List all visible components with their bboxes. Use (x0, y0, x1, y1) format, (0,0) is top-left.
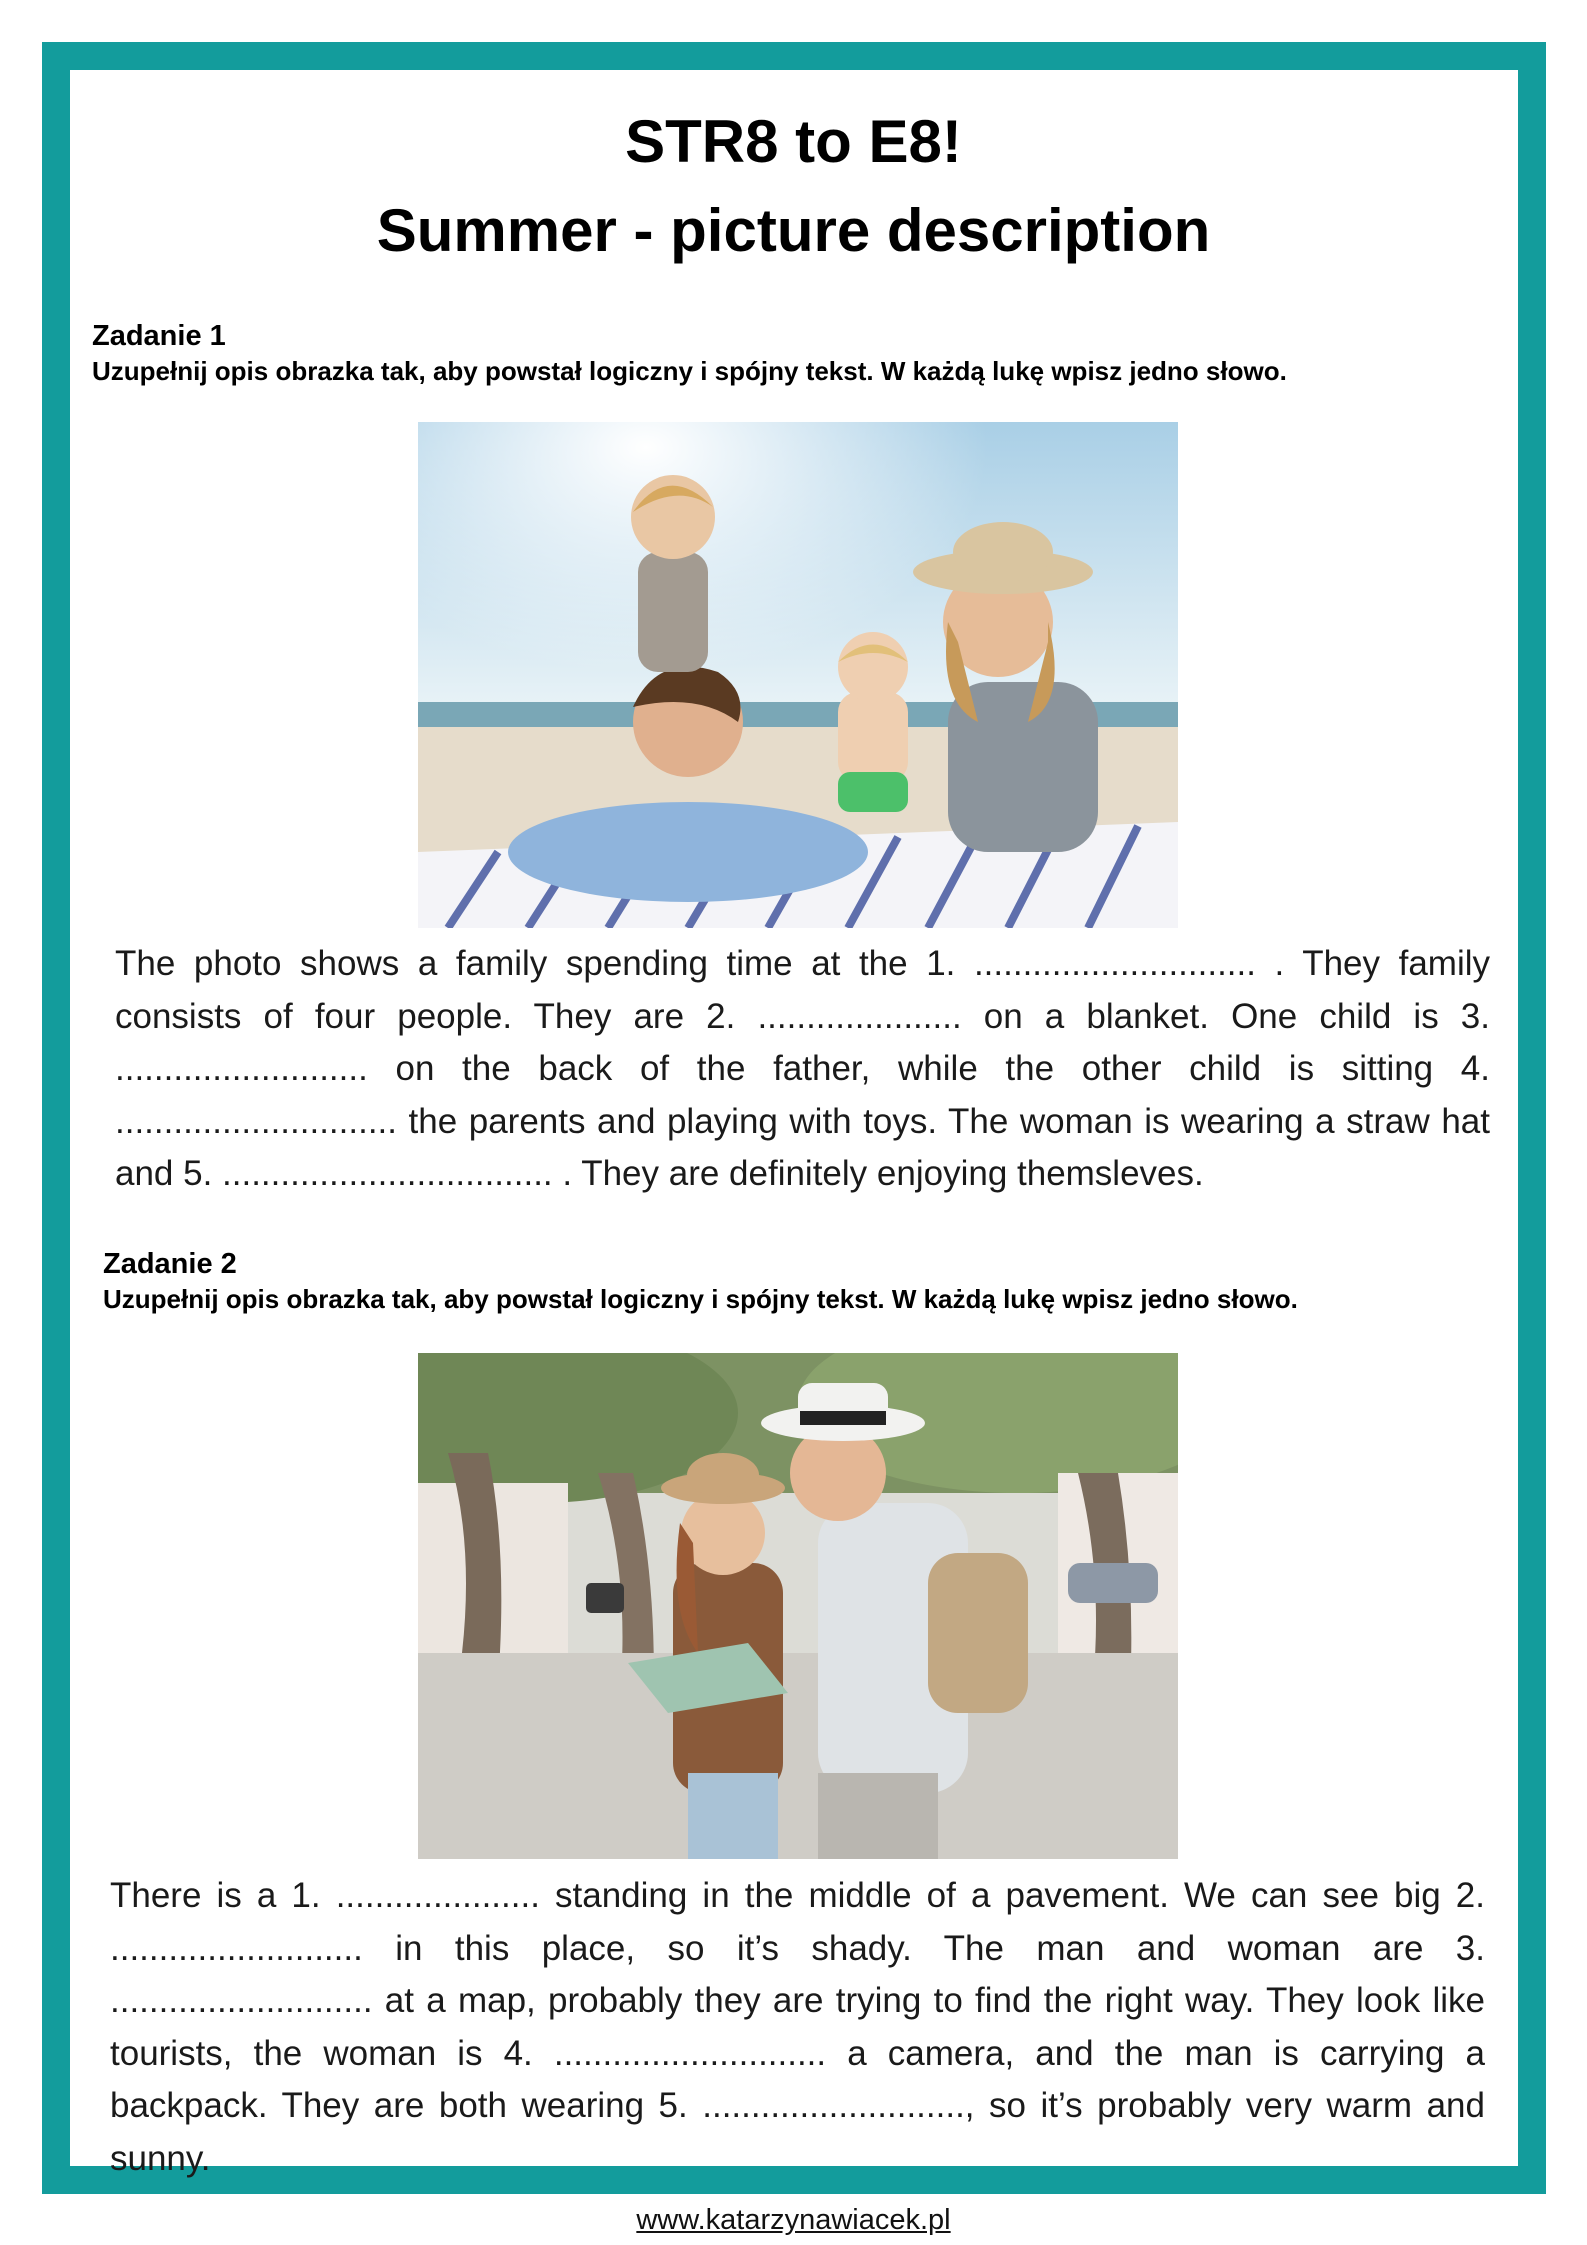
tourists-map-photo (418, 1353, 1178, 1859)
task1-text: The photo shows a family spending time at the 1. ............................. . They family consists of four people. They are 2. ..................... on a blanket. One child is 3. .......................... on the back of the father, while the other child is sitting 4. ............................. the parents and playing with toys. The woman is wearing a straw hat and 5. .................................. . They are definitely enjoying themsleves. (115, 944, 1490, 1193)
task1-instruction: Uzupełnij opis obrazka tak, aby powstał logiczny i spójny tekst. W każdą lukę wpisz jedno słowo. (92, 356, 1287, 386)
task2-text: There is a 1. ..................... standing in the middle of a pavement. We can see big 2. .......................... in this place, so it’s shady. The man and woman are 3. ........................... at a map, probably they are trying to find the right way. They look like tourists, the woman is 4. ............................ a camera, and the man is carrying a backpack. They are both wearing 5. ..........................., so it’s probably very warm and sunny. (110, 1876, 1485, 2178)
beach-family-photo (418, 422, 1178, 928)
footer (0, 2202, 1587, 2238)
page-subtitle: Summer - picture description (376, 197, 1211, 264)
task2-instruction: Uzupełnij opis obrazka tak, aby powstał logiczny i spójny tekst. W każdą lukę wpisz jedno słowo. (103, 1284, 1298, 1314)
task1-header (92, 318, 1287, 388)
task2-title: Zadanie 2 (103, 1248, 237, 1280)
page-title: STR8 to E8! (625, 108, 962, 175)
task1-title: Zadanie 1 (92, 320, 226, 352)
footer-website-link[interactable]: www.katarzynawiacek.pl (636, 2204, 951, 2236)
task2-header (103, 1246, 1298, 1316)
